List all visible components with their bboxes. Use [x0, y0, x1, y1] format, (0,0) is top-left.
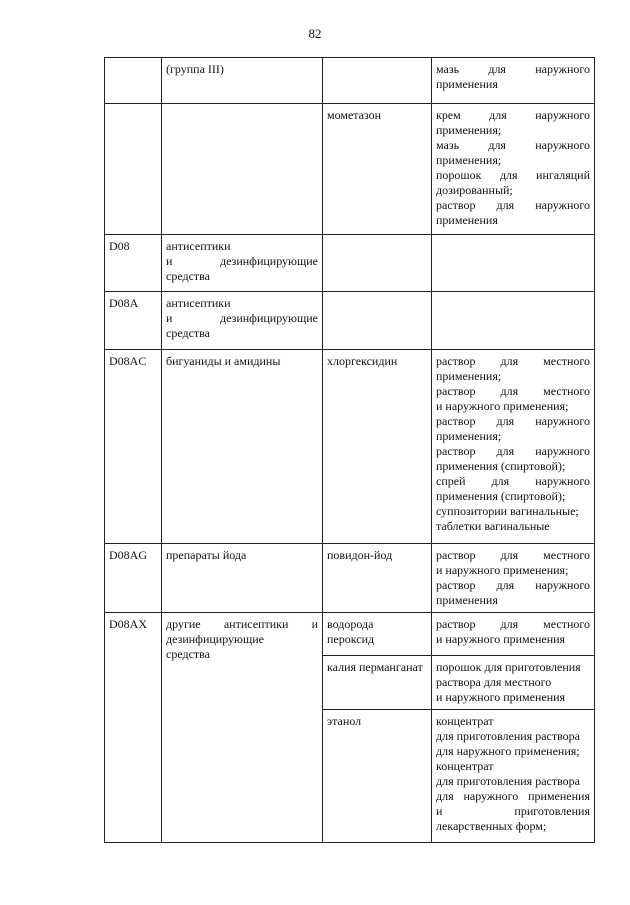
drug-name: этанол: [327, 714, 362, 728]
forms-cell: [432, 613, 595, 656]
form-text: таблетки вагинальные: [436, 519, 550, 533]
form-text: применения (спиртовой);: [436, 489, 566, 503]
form-text: применения;: [436, 369, 502, 383]
group-text: средства: [166, 647, 211, 661]
page-number: 82: [308, 26, 322, 41]
table-row: [105, 235, 595, 292]
forms-cell: [432, 292, 595, 350]
form-text: раствор для наружного: [436, 414, 590, 428]
group-text: бигуаниды и амидины: [166, 354, 281, 368]
forms-cell: [432, 544, 595, 613]
drug-cell: [323, 710, 432, 843]
form-text: и наружного применения: [436, 632, 566, 646]
forms-cell: [432, 58, 595, 104]
forms-cell: [432, 656, 595, 710]
form-text: для приготовления раствора: [436, 774, 580, 788]
table-row: [105, 292, 595, 350]
form-text: и наружного применения: [436, 690, 566, 704]
group-text: средства: [166, 326, 211, 340]
drug-classification-table: [104, 57, 595, 843]
forms-cell: [432, 710, 595, 843]
drug-name: калия перманганат: [327, 660, 423, 674]
atc-code-cell: [105, 58, 162, 104]
forms-cell: [432, 235, 595, 292]
form-text: применения: [436, 213, 498, 227]
form-text: для приготовления раствора: [436, 729, 580, 743]
drug-name: хлоргексидин: [327, 354, 398, 368]
group-text: антисептики: [166, 296, 231, 310]
atc-code-cell: D08A: [105, 292, 162, 350]
form-text: крем для наружного: [436, 108, 590, 122]
group-cell: [162, 58, 323, 104]
form-text: порошок для ингаляций: [436, 168, 590, 182]
table-row: [105, 104, 595, 235]
table-row: [105, 613, 595, 656]
table-row: [105, 58, 595, 104]
form-text: раствор для местного: [436, 354, 590, 368]
form-text: спрей для наружного: [436, 474, 590, 488]
form-text: и наружного применения;: [436, 399, 569, 413]
form-text: раствор для наружного: [436, 444, 590, 458]
table-row: [105, 544, 595, 613]
form-text: применения;: [436, 153, 502, 167]
group-text: средства: [166, 269, 211, 283]
drug-cell: [323, 58, 432, 104]
group-text: и дезинфицирующие: [166, 311, 318, 325]
form-text: лекарственных форм;: [436, 819, 547, 833]
group-text: и дезинфицирующие: [166, 254, 318, 268]
form-text: мазь для наружного: [436, 138, 590, 152]
drug-name: повидон-йод: [327, 548, 393, 562]
group-cell: [162, 613, 323, 843]
form-text: суппозитории вагинальные;: [436, 504, 579, 518]
drug-cell: [323, 544, 432, 613]
form-text: дозированный;: [436, 183, 513, 197]
group-text: (группа III): [166, 62, 224, 76]
form-text: применения;: [436, 429, 502, 443]
atc-code-cell: [105, 104, 162, 235]
drug-name: водорода: [327, 617, 374, 631]
form-text: применения: [436, 593, 498, 607]
form-text: и наружного применения;: [436, 563, 569, 577]
atc-code-cell: D08AC: [105, 350, 162, 544]
form-text: для наружного применения;: [436, 744, 580, 758]
form-text: для наружного применения: [436, 789, 590, 803]
form-text: концентрат: [436, 714, 494, 728]
form-text: раствор для наружного: [436, 578, 590, 592]
group-text: антисептики: [166, 239, 231, 253]
form-text: мазь для наружного: [436, 62, 590, 76]
drug-cell: [323, 104, 432, 235]
group-cell: [162, 104, 323, 235]
form-text: применения: [436, 77, 498, 91]
form-text: применения;: [436, 123, 502, 137]
group-text: дезинфицирующие: [166, 632, 264, 646]
table-row: [105, 350, 595, 544]
drug-name: мометазон: [327, 108, 382, 122]
atc-code-cell: D08AG: [105, 544, 162, 613]
form-text: раствор для местного: [436, 617, 590, 631]
drug-cell: [323, 656, 432, 710]
form-text: порошок для приготовления: [436, 660, 581, 674]
group-cell: [162, 292, 323, 350]
group-cell: [162, 350, 323, 544]
form-text: раствор для наружного: [436, 198, 590, 212]
form-text: раствора для местного: [436, 675, 552, 689]
group-cell: [162, 544, 323, 613]
drug-cell: [323, 613, 432, 656]
form-text: раствор для местного: [436, 548, 590, 562]
forms-cell: [432, 350, 595, 544]
form-text: концентрат: [436, 759, 494, 773]
drug-cell: [323, 292, 432, 350]
form-text: применения (спиртовой);: [436, 459, 566, 473]
drug-cell: [323, 350, 432, 544]
drug-name: пероксид: [327, 632, 375, 646]
form-text: раствор для местного: [436, 384, 590, 398]
forms-cell: [432, 104, 595, 235]
group-text: препараты йода: [166, 548, 247, 562]
drug-cell: [323, 235, 432, 292]
atc-code-cell: D08AX: [105, 613, 162, 843]
group-cell: [162, 235, 323, 292]
form-text: и приготовления: [436, 804, 590, 818]
atc-code-cell: D08: [105, 235, 162, 292]
group-text: другие антисептики и: [166, 617, 318, 631]
